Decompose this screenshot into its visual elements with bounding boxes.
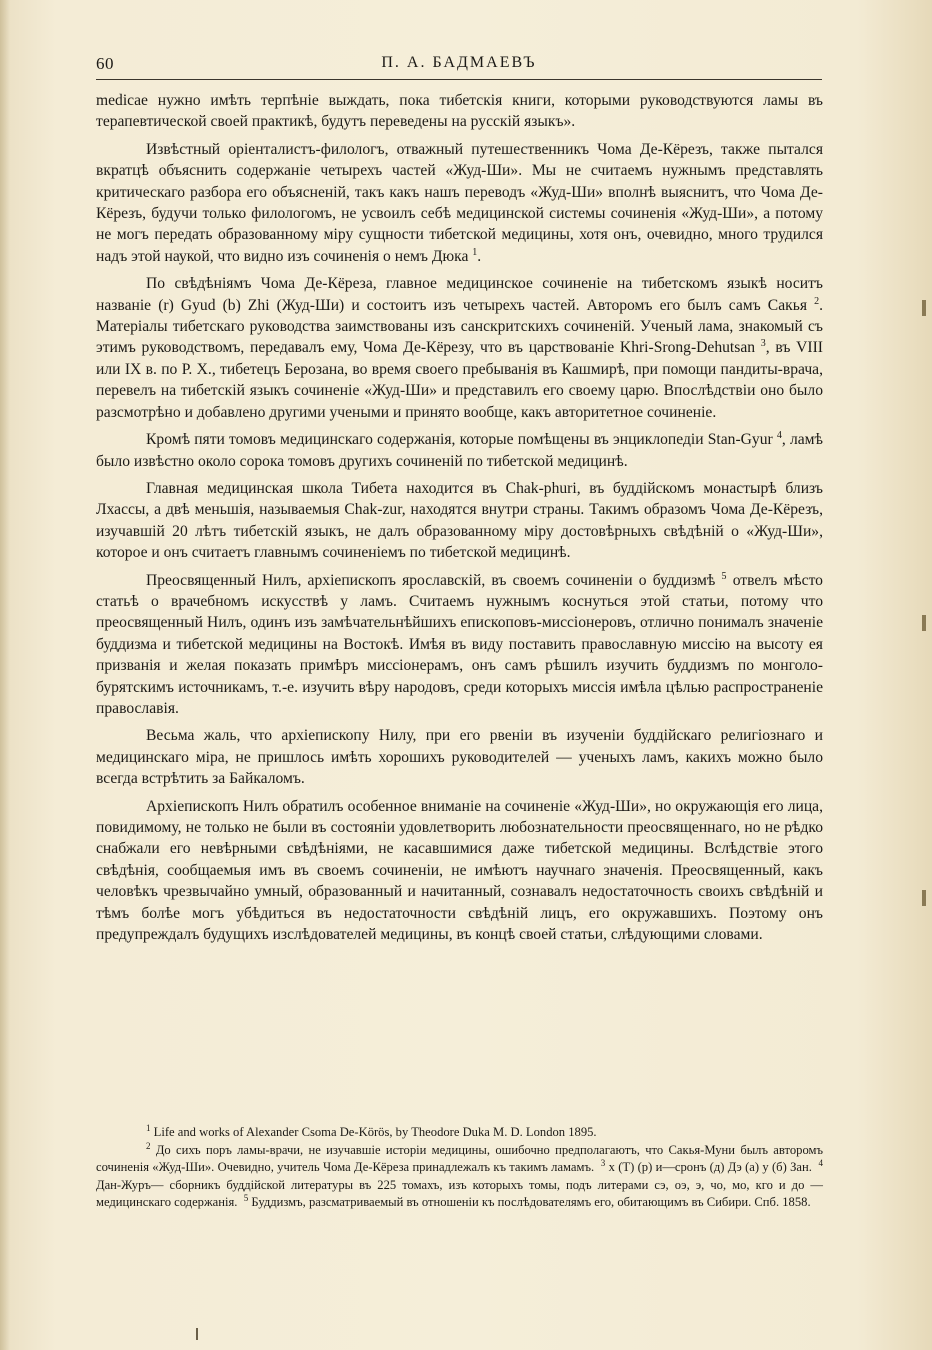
paragraph-7: Весьма жаль, что архіепископу Нилу, при его рвеніи въ изученіи буддійскаго религіознаго и медицинскаго міра, не пришлось имѣть хорошихъ руководителей — ученыхъ ламъ, какихъ можно было всегда встрѣтить за Байкаломъ.	[96, 727, 823, 788]
footnote-3: x (T) (р) и—сронъ (д) Дэ (а) у (б) Зан.	[608, 1160, 812, 1175]
footnote-3-mark: 3	[600, 1158, 606, 1168]
page-header	[96, 54, 822, 78]
page-number: 60	[96, 54, 114, 73]
paragraph-6: Преосвященный Нилъ, архіепископъ ярославскій, въ своемъ сочиненіи о буддизмѣ $^5$ отвелъ мѣсто статьѣ о врачебномъ искусствѣ у ламъ. Считаемъ нужнымъ коснуться этой статьи, потому что преосвященный Нилъ, одинъ изъ замѣчательнѣйшихъ епископовъ-миссіонеровъ, отлично понималъ значеніе буддизма и тибетской медицины на Востокѣ. Имѣя въ виду поставить православную миссію на высоту ея призванія и желая показать примѣръ миссіонерамъ, онъ самъ рѣшилъ изучить буддизмъ по монголо-бурятскимъ источникамъ, т.-е. изучить вѣру народовъ, среди которыхъ миссія имѣла цѣлью распространеніе православія.	[96, 570, 823, 717]
paragraph-2: Извѣстный оріенталистъ-филологъ, отважный путешественникъ Чома Де-Кёрезъ, также пытался вкратцѣ объяснить содержаніе четырехъ частей «Жуд-Ши». Мы не считаемъ нужнымъ представлять критическаго разбора его объясненій, такъ какъ нашъ переводъ «Жуд-Ши» вполнѣ выяснитъ, что Чома Де-Кёрезъ, будучи только филологомъ, не усвоилъ себѣ медицинской системы сочиненія «Жуд-Ши», а потому не могъ передать образованному міру сущности тибетской медицины, хотя онъ, очевидно, много трудился надъ этой наукой, что видно изъ сочиненія о немъ Дюка $^1$.	[96, 140, 823, 265]
footnote-1: $^1$ Life and works of Alexander Csoma De-Körös, by Theodore Duka M. D. London 1895.	[146, 1122, 597, 1139]
paragraph-5: Главная медицинская школа Тибета находится въ Chak-phuri, въ буддійскомъ монастырѣ близъ Лхассы, а двѣ меньшія, называемыя Chak-zur, находятся внутри страны. Такимъ образомъ Чома Де-Кёрезъ, изучавшій 20 лѣтъ тибетскій языкъ, не далъ образованному міру достовѣрныхъ свѣдѣній о «Жуд-Ши», которое и онъ считаетъ главнымъ сочиненіемъ по тибетской медицинѣ.	[96, 479, 823, 562]
footnote-ref-5[interactable]: 5	[721, 570, 727, 582]
footnote-2: $^2$ До сихъ поръ ламы-врачи, не изучавшіе исторіи медицины, ошибочно предполагаютъ, что Сакья-Муни былъ авторомъ сочиненія «Жуд-Ши». Очевидно, учитель Чома Де-Кёреза принадлежалъ къ такимъ ламамъ. $^3$ x (T) (р) и—сронъ (д) Дэ (а) у (б) Зан. $^4$ Дан-Журъ— сборникъ буддійской литературы въ 225 томахъ, изъ которыхъ томы, подъ литерами сэ, оэ, э, чо, мо, кго и до — медицинскаго содержанія. $^5$ Буддизмъ, разсматриваемый въ отношеніи къ послѣдователямъ его, обитающимъ въ Сибири. Спб. 1858.	[96, 1140, 823, 1210]
header-rule	[96, 79, 822, 80]
footnote-ref-2[interactable]: 2	[814, 295, 820, 307]
margin-tick	[922, 890, 926, 906]
paragraph-4: Кромѣ пяти томовъ медицинскаго содержанія, которые помѣщены въ энциклопедіи Stan-Gyur $^4$, ламѣ было извѣстно около сорока томовъ другихъ сочиненій по тибетской медицинѣ.	[96, 429, 823, 470]
body-text	[96, 90, 823, 951]
footnote-ref-4[interactable]: 4	[776, 429, 782, 441]
paragraph-3: По свѣдѣніямъ Чома Де-Кёреза, главное медицинское сочиненіе на тибетскомъ языкѣ носитъ названіе (r) Gyud (b) Zhi (Жуд-Ши) и состоитъ изъ четырехъ частей. Авторомъ его былъ самъ Сакья $^2$. Матеріалы тибетскаго руководства заимствованы изъ санскритскихъ сочиненій. Ученый лама, знакомый съ этимъ руководствомъ, передавалъ ему, Чома Де-Кёрезу, что въ царствованіе Khri-Srong-Dehutsan $^3$, въ VIII или IX в. по Р. Х., тибетецъ Берозана, во время своего пребыванія въ Кашмирѣ, при помощи пандиты-врача, перевелъ на тибетскій языкъ сочиненіе «Жуд-Ши» и представилъ его своему царю. Впослѣдствіи оно было разсмотрѣно и добавлено другими учеными и принято вообще, какъ авторитетное сочиненіе.	[96, 275, 823, 421]
margin-tick	[922, 615, 926, 631]
paragraph-1: medicae нужно имѣть терпѣніе выждать, пока тибетскія книги, которыми руководствуются ламы въ терапевтической своей практикѣ, будутъ переведены на русскій языкъ».	[96, 92, 823, 131]
margin-tick	[922, 300, 926, 316]
paragraph-8: Архіепископъ Нилъ обратилъ особенное вниманіе на сочиненіе «Жуд-Ши», но окружающія его лица, повидимому, не только не были въ состояніи удовлетворить любознательности преосвященнаго, но не рѣдко снабжали его невѣрными свѣдѣніями, не касавшимися даже тибетской медицины. Вслѣдствіе этого свѣдѣнія, сообщаемыя имъ въ своемъ сочиненіи, не имѣютъ научнаго значенія. Преосвященный, какъ человѣкъ чрезвычайно умный, образованный и начитанный, сознавалъ недостаточность своихъ свѣдѣній и тѣмъ болѣе могъ убѣдиться въ недостаточности свѣдѣній лицъ, его окружавшихъ. Поэтому онъ предупреждалъ будущихъ изслѣдователей медицины, въ концѣ своей статьи, слѣдующими словами.	[96, 797, 823, 944]
footnotes	[96, 1124, 823, 1212]
running-head: П. А. БАДМАЕВЪ	[381, 54, 537, 71]
footnote-ref-1[interactable]: 1	[472, 246, 478, 258]
footnote-5-mark: 5	[243, 1193, 249, 1204]
footnote-4-mark: 4	[818, 1158, 823, 1168]
footnote-5: Буддизмъ, разсматриваемый въ отношеніи къ послѣдователямъ его, обитающимъ въ Сибири. Спб. 1858.	[251, 1195, 811, 1210]
bottom-mark	[196, 1328, 204, 1340]
page-gutter-shadow	[0, 0, 10, 1350]
footnote-ref-3[interactable]: 3	[760, 338, 766, 350]
footnote-4: Дан-Журъ— сборникъ буддійской литературы въ 225 томахъ, изъ которыхъ томы, подъ литерами сэ, оэ, э, чо, мо, кго и до — медицинскаго содержанія.	[96, 1177, 823, 1210]
